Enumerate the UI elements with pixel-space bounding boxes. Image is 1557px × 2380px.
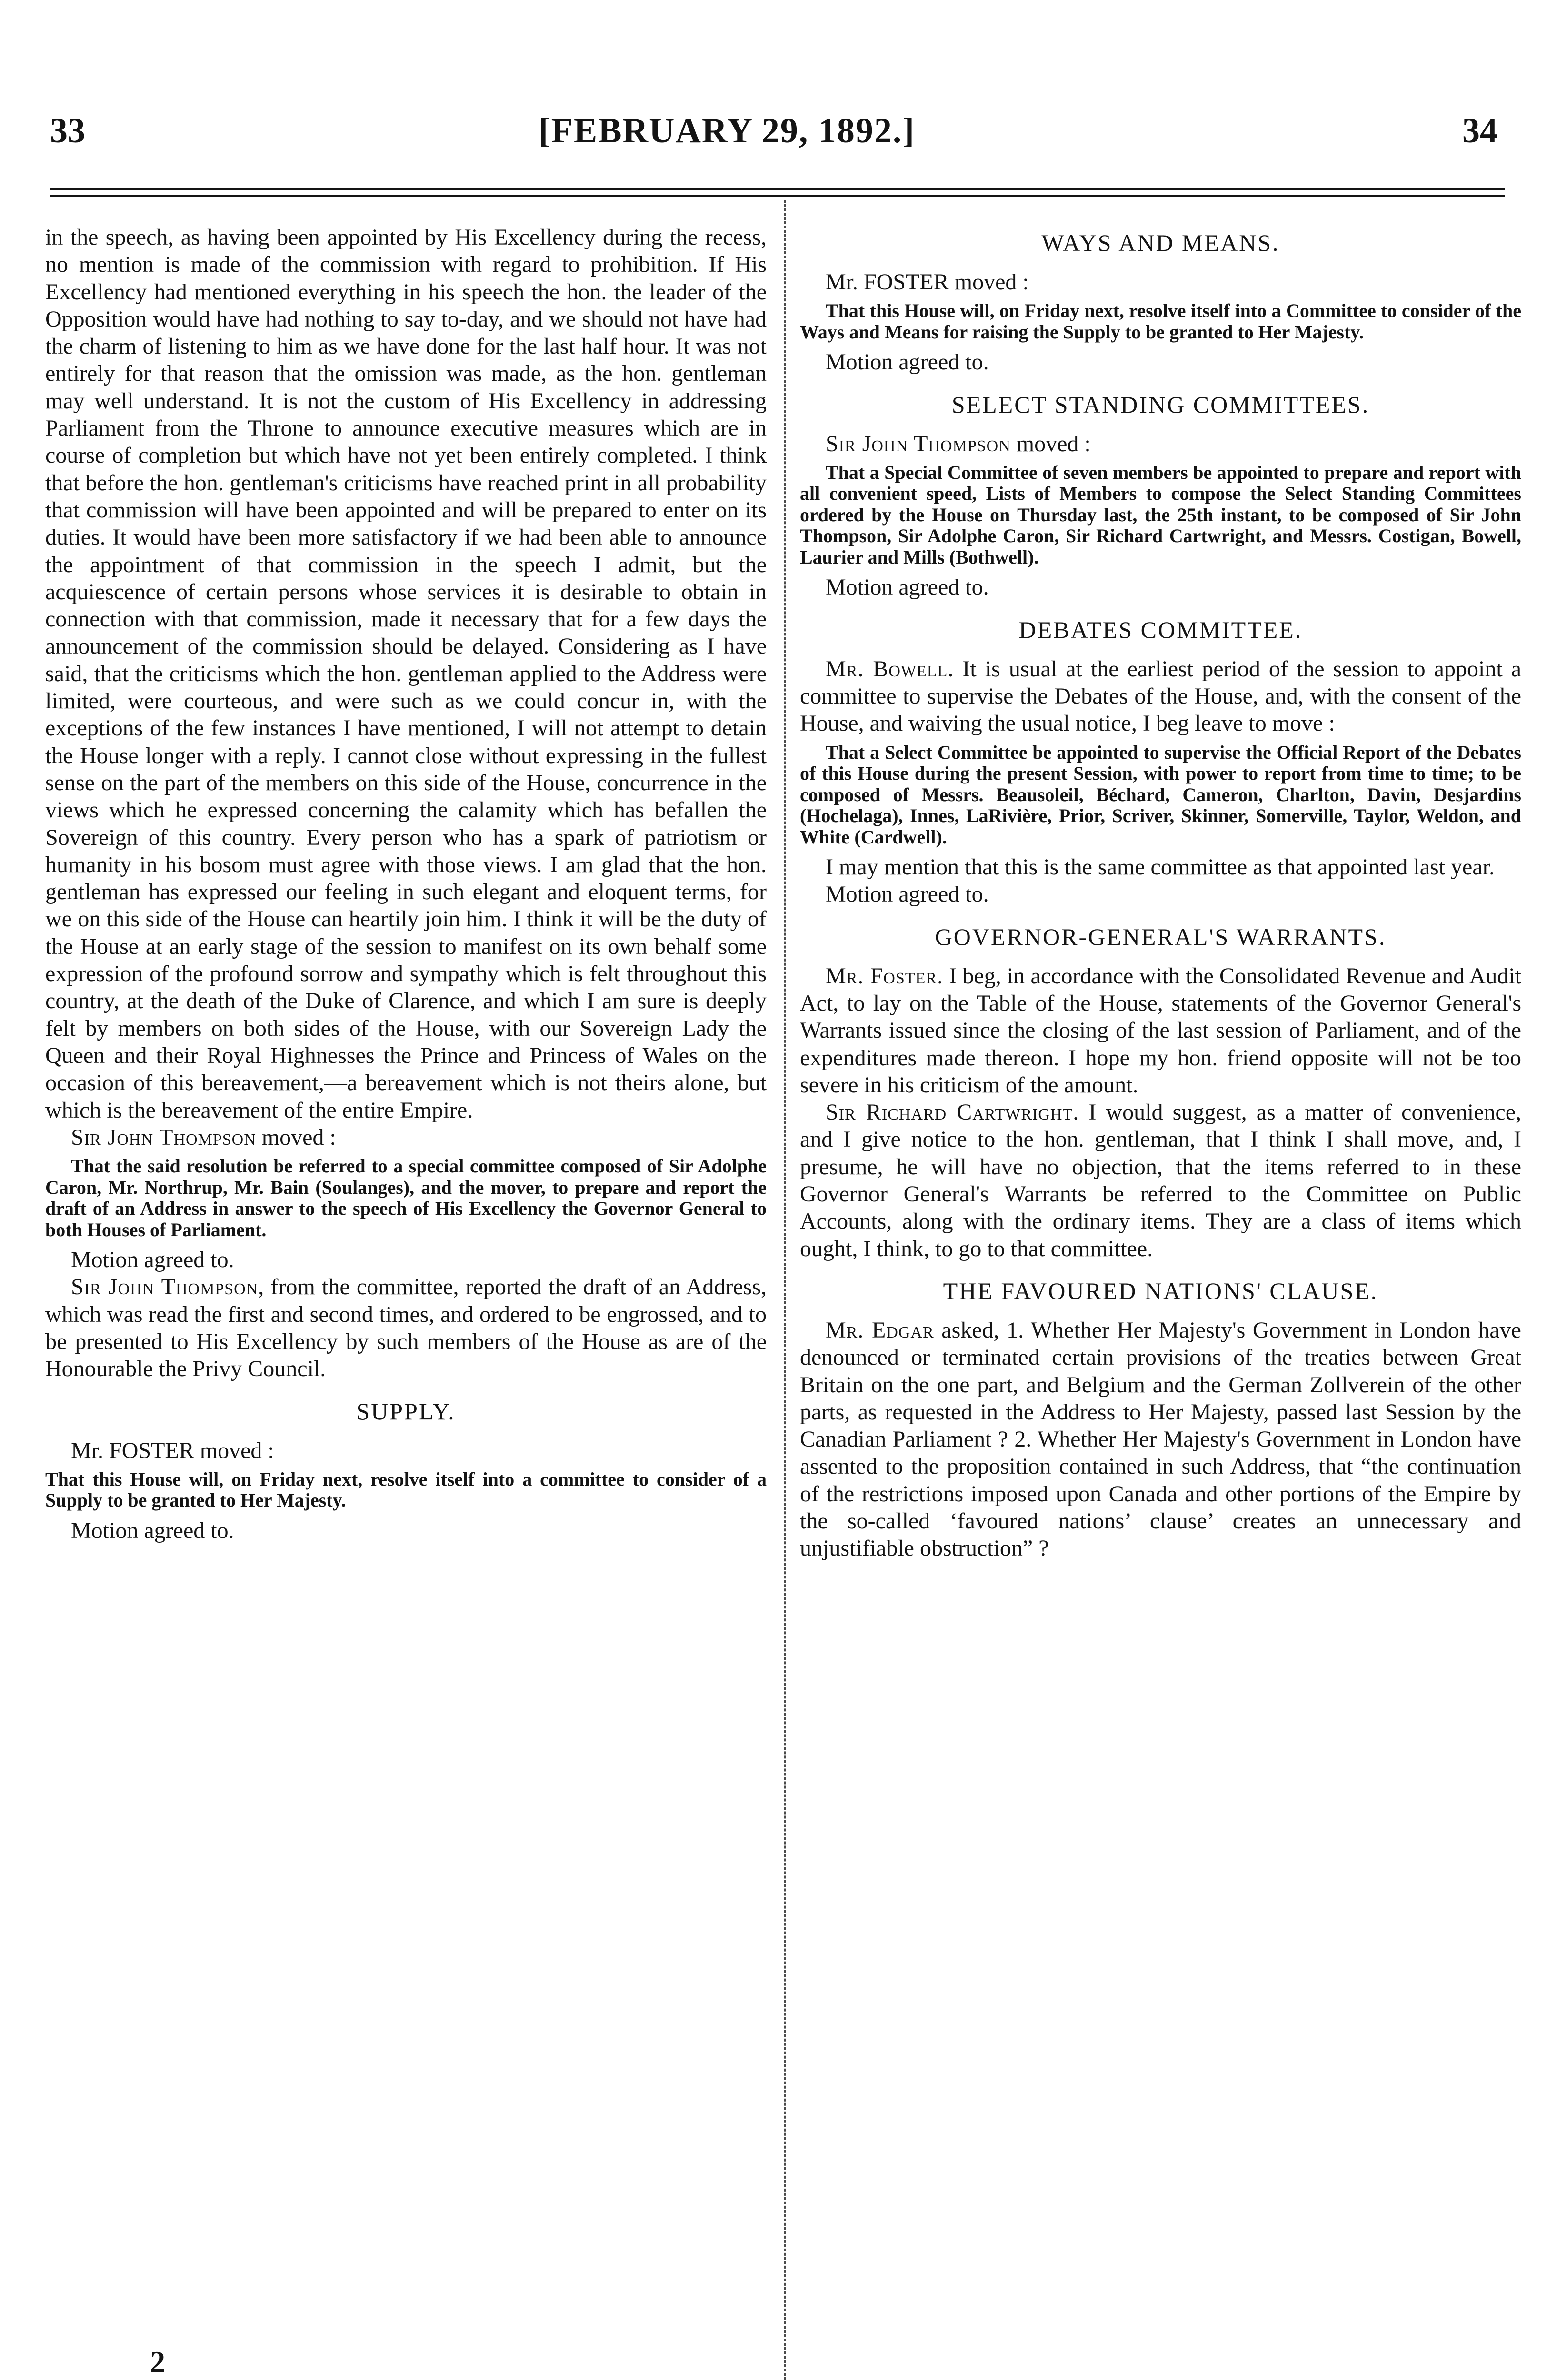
- section-heading-favoured-nations-clause: THE FAVOURED NATIONS' CLAUSE.: [943, 1277, 1378, 1304]
- motion-paragraph: [800, 430, 1521, 457]
- speaker-name: Sir John Thompson: [71, 1274, 259, 1300]
- section-heading-select-standing-committees: SELECT STANDING COMMITTEES.: [951, 391, 1370, 418]
- motion-result: Motion agreed to.: [71, 1247, 234, 1273]
- left-column: [45, 224, 767, 1544]
- page-number-left: 33: [50, 111, 85, 150]
- folio-number: 2: [150, 2345, 165, 2379]
- speech-text: I would suggest, as a matter of convenience, and I give notice to the hon. gentleman, that I think I shall move, and, I presume, he will have no objection, that the items referred to in these Governor General's Warrants be referred to the Committee on Public Accounts, along with the ordinary items. They are a class of items which ought, I think, to go to that committee.: [800, 1100, 1521, 1261]
- speech-paragraph: I may mention that this is the same committee as that appointed last year.: [826, 854, 1495, 880]
- speaker-name: Mr. Bowell.: [826, 656, 954, 682]
- section-heading-supply: SUPPLY.: [356, 1398, 456, 1425]
- speech-paragraph: [800, 962, 1521, 1099]
- speech-paragraph: [800, 1099, 1521, 1262]
- speech-text: It is usual at the earliest period of the session to appoint a committee to supervise the Debates of the House, and, with the consent of the House, and waiving the usual notice, I beg leave to move :: [800, 656, 1521, 736]
- speech-paragraph: [800, 655, 1521, 737]
- page-number-right: 34: [1462, 111, 1497, 150]
- question-paragraph: [800, 1317, 1521, 1562]
- speaker-name: Mr. Foster.: [826, 963, 943, 989]
- resolution-text: That the said resolution be referred to a special committee composed of Sir Adolphe Caron, Mr. Northrup, Mr. Bain (Soulanges), and the mover, to prepare and report the draft of an Address in answer to the speech of His Excellency the Governor General to both Houses of Parliament.: [45, 1155, 767, 1240]
- motion-result: Motion agreed to.: [826, 882, 989, 907]
- speaker-name: Sir Richard Cartwright.: [826, 1100, 1079, 1125]
- motion-paragraph: Mr. FOSTER moved :: [71, 1438, 274, 1463]
- motion-paragraph: [45, 1124, 767, 1151]
- motion-result: Motion agreed to.: [71, 1517, 234, 1543]
- question-text: asked, 1. Whether Her Majesty's Government in London have denounced or terminated certain provisions of the treaties between Great Britain on the one part, and Belgium and the German Zollverein of the other parts, as requested in the Address to Her Majesty, passed last Session by the Canadian Parliament ? 2. Whether Her Majesty's Government in London have assented to the proposition contained in such Address, that “the continuation of the restrictions imposed upon Canada and other portions of the Empire by the so-called ‘favoured nations’ clause’ creates an unnecessary and unjustifiable obstruction” ?: [800, 1317, 1521, 1561]
- section-heading-debates-committee: DEBATES COMMITTEE.: [1018, 616, 1303, 643]
- header-rule-top: [50, 188, 1505, 190]
- motion-result: Motion agreed to.: [826, 575, 989, 600]
- speech-text: I beg, in accordance with the Consolidated Revenue and Audit Act, to lay on the Table of the House, statements of the Governor General's Warrants issued since the closing of the last session of Parliament, and of the expenditures made thereon. I hope my hon. friend opposite will not be too severe in his criticism of the amount.: [800, 963, 1521, 1098]
- header-rule-bottom: [50, 195, 1505, 197]
- speaker-name: Mr. Edgar: [826, 1317, 934, 1343]
- motion-text: moved :: [1010, 431, 1091, 456]
- resolution-text: That a Special Committee of seven members be appointed to prepare and report with all convenient speed, Lists of Members to compose the Select Standing Committees ordered by the House on Thursday last, the 25th instant, to be composed of Sir John Thompson, Sir Adolphe Caron, Sir Richard Cartwright, and Messrs. Costigan, Bowell, Laurier and Mills (Bothwell).: [800, 461, 1521, 568]
- speaker-name: Sir John Thompson: [826, 431, 1011, 456]
- section-heading-governor-generals-warrants: GOVERNOR-GENERAL'S WARRANTS.: [935, 923, 1387, 950]
- speaker-name: Sir John Thompson: [71, 1124, 256, 1150]
- motion-paragraph: Mr. FOSTER moved :: [826, 269, 1029, 295]
- section-heading-ways-and-means: WAYS AND MEANS.: [1041, 229, 1280, 256]
- resolution-text: That this House will, on Friday next, resolve itself into a committee to consider of a Supply to be granted to Her Majesty.: [45, 1468, 767, 1511]
- resolution-text: That a Select Committee be appointed to supervise the Official Report of the Debates of this House during the present Session, with power to report from time to time; to be composed of Messrs. Beausoleil, Béchard, Cameron, Charlton, Davin, Desjardins (Hochelaga), Innes, LaRivière, Prior, Scriver, Skinner, Somerville, Taylor, Weldon, and White (Cardwell).: [800, 741, 1521, 848]
- report-paragraph: [45, 1273, 767, 1382]
- column-divider: [784, 200, 786, 2380]
- page-date-header: [FEBRUARY 29, 1892.]: [539, 111, 916, 150]
- report-text: , from the committee, reported the draft of an Address, which was read the first and second times, and ordered to be engrossed, and to be presented to His Excellency by such members of the House as are of the Honourable the Privy Council.: [45, 1274, 767, 1382]
- motion-text: moved :: [256, 1124, 336, 1150]
- speech-paragraph: in the speech, as having been appointed by His Excellency during the recess, no mention is made of the commission with regard to prohibition. If His Excellency had mentioned everything in his speech the hon. the leader of the Opposition would have had nothing to say to-day, and we should not have had the charm of listening to him as we have done for the last half hour. It was not entirely for that reason that the omission was made, as the hon. gentleman may well understand. It is not the custom of His Excellency in addressing Parliament from the Throne to announce executive measures which are in course of completion but which have not yet been entirely completed. I think that before the hon. gentleman's criticisms have reached print in all probability that commission will have been appointed and will be prepared to enter on its duties. It would have been more satisfactory if we had been able to announce the appointment of that commission in the speech I admit, but the acquiescence of certain persons whose services it is desirable to obtain in connection with that commission, made it necessary that for a few days the announcement of the commission should be delayed. Considering as I have said, that the criticisms which the hon. gentleman applied to the Address were limited, were courteous, and were such as we could concur in, with the exceptions of the few instances I have mentioned, I will not attempt to detain the House longer with a reply. I cannot close without expressing in the fullest sense on the part of the members on this side of the House, concurrence in the views which he expressed concerning the calamity which has befallen the Sovereign of this country. Every person who has a spark of patriotism or humanity in his bosom must agree with those views. I am glad that the hon. gentleman has expressed our feeling in such elegant and eloquent terms, for we on this side of the House can heartily join him. I think it will be the duty of the House at an early stage of the session to manifest on its own behalf some expression of the profound sorrow and sympathy which is felt throughout this country, at the death of the Duke of Clarence, and which I am sure is deeply felt by members on both sides of the House, with our Sovereign Lady the Queen and their Royal Highnesses the Prince and Princess of Wales on the occasion of this bereavement,—a bereavement which is not theirs alone, but which is the bereavement of the entire Empire.: [45, 225, 767, 1123]
- right-column: [800, 224, 1521, 1562]
- resolution-text: That this House will, on Friday next, resolve itself into a Committee to consider of the Ways and Means for raising the Supply to be granted to Her Majesty.: [800, 300, 1521, 343]
- motion-result: Motion agreed to.: [826, 349, 989, 375]
